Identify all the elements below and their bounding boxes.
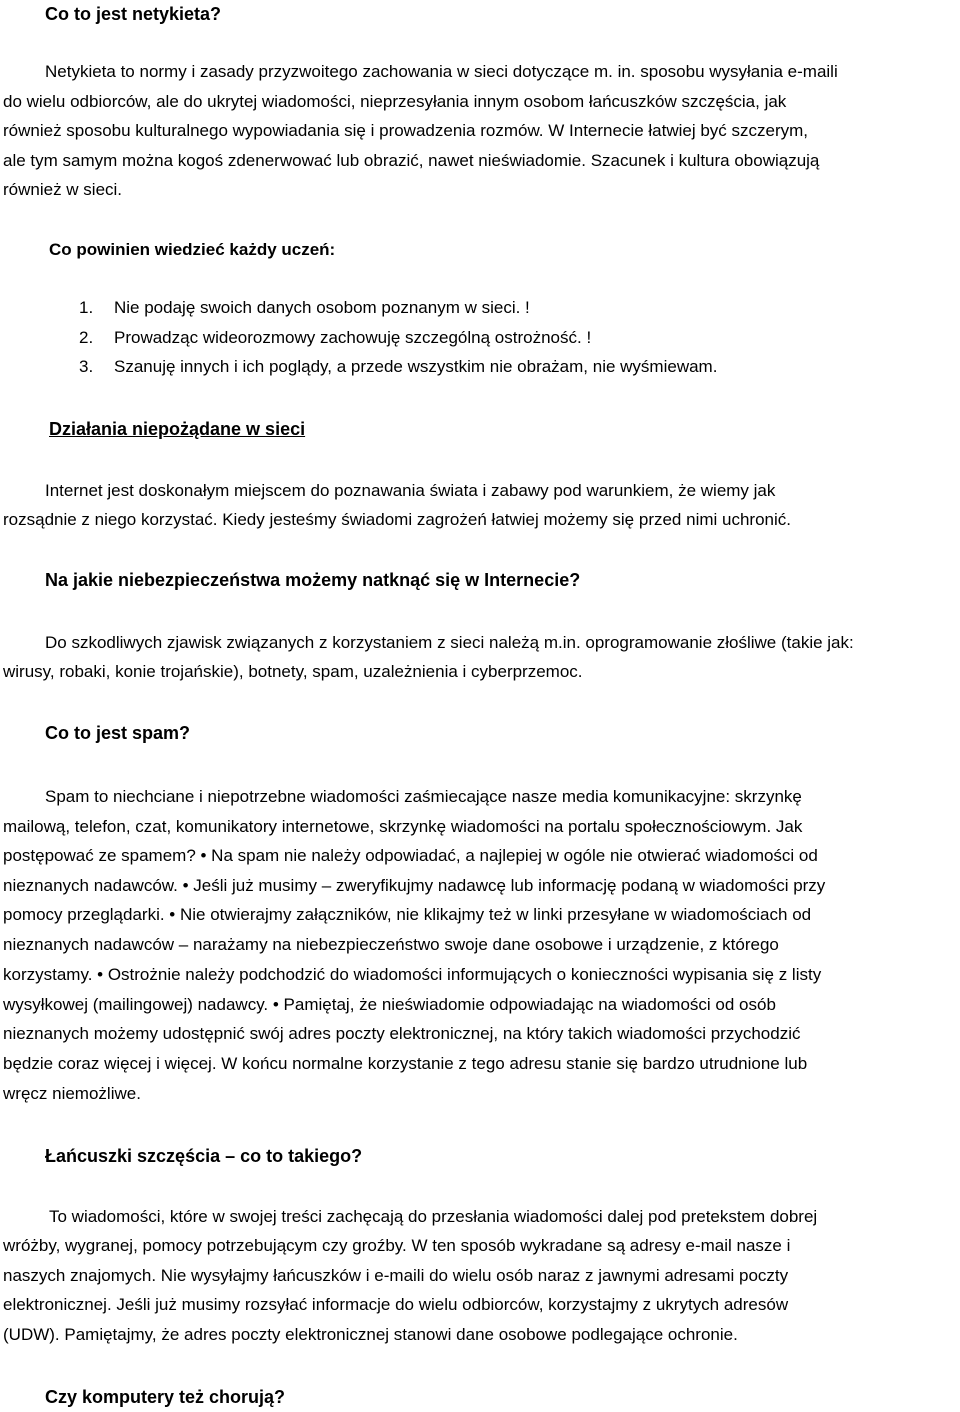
dangers-line: wirusy, robaki, konie trojańskie), botnety, spam, uzależnienia i cyberprzemoc. [3, 662, 583, 681]
spam-line: nieznanych możemy udostępnić swój adres poczty elektronicznej, na który takich wiadomości przychodzić [3, 1024, 801, 1043]
computers-heading: Czy komputery też chorują? [45, 1387, 286, 1407]
rule-text: Szanuję innych i ich poglądy, a przede wszystkim nie obrażam, nie wyśmiewam. [114, 357, 718, 376]
spam-line: postępować ze spamem? • Na spam nie należy odpowiadać, a najlepiej w ogóle nie otwierać wiadomości od [3, 846, 818, 865]
rule-number: 2. [79, 328, 94, 347]
intro-line: również w sieci. [3, 180, 123, 199]
chain-heading: Łańcuszki szczęścia – co to takiego? [45, 1146, 363, 1166]
spam-line: wysyłkowej (mailingowej) nadawcy. • Pamiętaj, że nieświadomie odpowiadając na wiadomości od osób [3, 995, 776, 1014]
dangers-line: Do szkodliwych zjawisk związanych z korzystaniem z sieci należą m.in. oprogramowanie złośliwe (takie jak: [45, 633, 854, 652]
rule-text: Nie podaję swoich danych osobom poznanym w sieci. ! [114, 298, 530, 317]
unwanted-line: Internet jest doskonałym miejscem do poznawania świata i zabawy pod warunkiem, że wiemy jak [45, 481, 776, 500]
spam-line: nieznanych nadawców. • Jeśli już musimy – zweryfikujmy nadawcę lub informację podaną w wiadomości przy [3, 876, 826, 895]
chain-line: naszych znajomych. Nie wysyłajmy łańcuszków i e-maili do wielu osób naraz z jawnymi adresami poczty [3, 1266, 789, 1285]
spam-line: będzie coraz więcej i więcej. W końcu normalne korzystanie z tego adresu stanie się bardzo utrudnione lub [3, 1054, 808, 1073]
chain-line: elektronicznej. Jeśli już musimy rozsyłać informacje do wielu odbiorców, korzystajmy z ukrytych adresów [3, 1295, 789, 1314]
rule-number: 1. [79, 298, 94, 317]
spam-line: pomocy przeglądarki. • Nie otwierajmy załączników, nie klikajmy też w linki przesyłane w wiadomościach od [3, 905, 812, 924]
chain-line: (UDW). Pamiętajmy, że adres poczty elektronicznej stanowi dane osobowe podlegające ochronie. [3, 1325, 738, 1344]
intro-line: ale tym samym można kogoś zdenerwować lub obrazić, nawet nieświadomie. Szacunek i kultura obowiązują [3, 151, 820, 170]
intro-line: również sposobu kulturalnego wypowiadania się i prowadzenia rozmów. W Internecie łatwiej być szczerym, [3, 121, 809, 140]
rule-text: Prowadząc wideorozmowy zachowuję szczególną ostrożność. ! [114, 328, 592, 347]
spam-line: korzystamy. • Ostrożnie należy podchodzić do wiadomości informujących o konieczności wypisania się z listy [3, 965, 822, 984]
spam-line: mailową, telefon, czat, komunikatory internetowe, skrzynkę wiadomości na portalu społecznościowym. Jak [3, 817, 803, 836]
dangers-heading: Na jakie niebezpieczeństwa możemy natknąć się w Internecie? [45, 570, 581, 590]
intro-line: do wielu odbiorców, ale do ukrytej wiadomości, nieprzesyłania innym osobom łańcuszków szczęścia, jak [3, 92, 787, 111]
unwanted-line: rozsądnie z niego korzystać. Kiedy jesteśmy świadomi zagrożeń łatwiej możemy się przed nimi uchronić. [3, 510, 791, 529]
spam-line: Spam to niechciane i niepotrzebne wiadomości zaśmiecające nasze media komunikacyjne: skrzynkę [45, 787, 802, 806]
spam-line: wręcz niemożliwe. [3, 1084, 141, 1103]
spam-line: nieznanych nadawców – narażamy na niebezpieczeństwo swoje dane osobowe i urządzenie, z którego [3, 935, 779, 954]
page-title: Co to jest netykieta? [45, 4, 222, 24]
unwanted-heading: Działania niepożądane w sieci [49, 419, 306, 439]
intro-line: Netykieta to normy i zasady przyzwoitego zachowania w sieci dotyczące m. in. sposobu wysyłania e-maili [45, 62, 838, 81]
chain-line: To wiadomości, które w swojej treści zachęcają do przesłania wiadomości dalej pod pretekstem dobrej [49, 1207, 818, 1226]
rule-number: 3. [79, 357, 94, 376]
spam-heading: Co to jest spam? [45, 723, 191, 743]
rules-heading: Co powinien wiedzieć każdy uczeń: [49, 240, 336, 259]
chain-line: wróżby, wygranej, pomocy potrzebującym czy groźby. W ten sposób wykradane są adresy e-mail nasze i [3, 1236, 791, 1255]
